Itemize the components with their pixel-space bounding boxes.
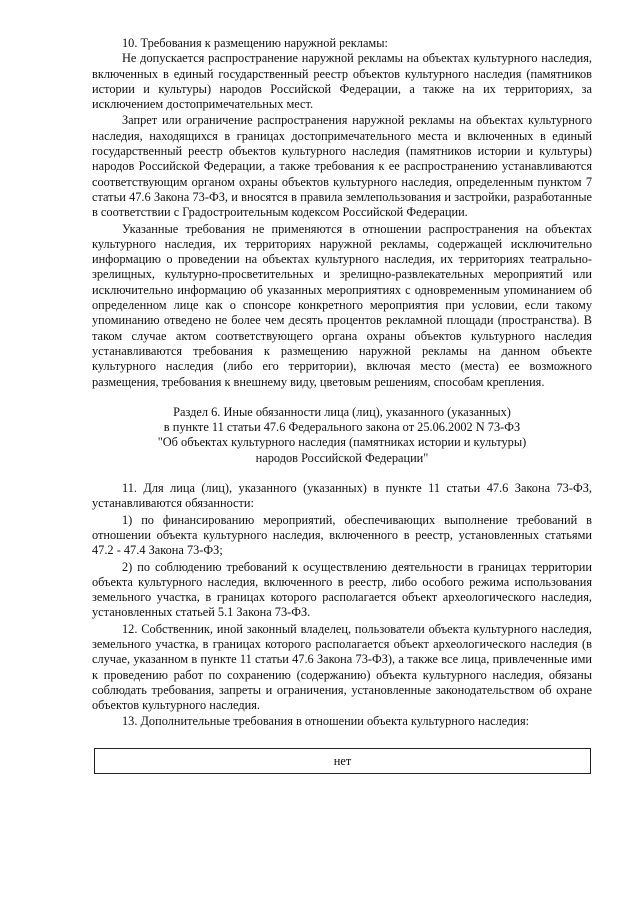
section-heading-line: Раздел 6. Иные обязанности лица (лиц), указанного (указанных)	[173, 404, 511, 419]
paragraph-10-title: 10. Требования к размещению наружной рекламы:	[122, 36, 388, 50]
paragraph-12: 12. Собственник, иной законный владелец, пользователи объекта культурного наследия, земельного участка, в границах которого располагается объект археологического наследия (в случае, указанном в пункте 11 статьи 47.6 Закона 73-ФЗ), а также все лица, привлеченные ими к проведению работ по сохранению (содержанию) объекта культурного наследия, обязаны соблюдать требования, запреты и ограничения, установленные законодательством об охране объектов культурного наследия.	[92, 621, 592, 713]
paragraph-11: 11. Для лица (лиц), указанного (указанных) в пункте 11 статьи 47.6 Закона 73-ФЗ, устанавливаются обязанности:	[92, 481, 592, 511]
section-heading-line: "Об объектах культурного наследия (памятниках истории и культуры)	[157, 435, 527, 450]
paragraph-10-a: Не допускается распространение наружной рекламы на объектах культурного наследия, включенных в единый государственный реестр объектов культурного наследия (памятников истории и культуры) народов Российской Федерации, а также на их территориях, за исключением достопримечательных мест.	[92, 51, 592, 112]
section-heading-line: в пункте 11 статьи 47.6 Федерального закона от 25.06.2002 N 73-ФЗ	[163, 420, 521, 435]
paragraph-13: 13. Дополнительные требования в отношении объекта культурного наследия:	[122, 714, 530, 729]
paragraph-10-b: Запрет или ограничение распространения наружной рекламы на объектах культурного наследия, находящихся в границах достопримечательного места и включенных в единый государственный реестр объектов культурного наследия (памятников истории и культуры) народов Российской Федерации, а также требования к ее распространению устанавливаются соответствующим органом охраны объектов культурного наследия, определенным пунктом 7 статьи 47.6 Закона 73-ФЗ, и вносятся в правила землепользования и застройки, разработанные в соответствии с Градостроительным кодексом Российской Федерации.	[92, 113, 592, 220]
paragraph-11-item-1: 1) по финансированию мероприятий, обеспечивающих выполнение требований в отношении объекта культурного наследия, включенного в реестр, установленных статьями 47.2 - 47.4 Закона 73-ФЗ;	[92, 512, 592, 558]
section-6-heading	[92, 405, 592, 466]
paragraph-11-item-2: 2) по соблюдению требований к осуществлению деятельности в границах территории объекта культурного наследия, включенного в реестр, либо особого режима использования земельного участка, в границах которого располагается объект археологического наследия, установленных статьей 5.1 Закона 73-ФЗ.	[92, 559, 592, 620]
document-page	[92, 36, 592, 730]
paragraph-10-c: Указанные требования не применяются в отношении распространения на объектах культурного наследия, их территориях наружной рекламы, содержащей исключительно информацию о проведении на объектах культурного наследия, их территориях театрально-зрелищных, культурно-просветительных и зрелищно-развлекательных мероприятий или исключительно информацию об указанных мероприятиях с одновременным упоминанием об определенном лице как о спонсоре конкретного мероприятия при условии, если такому упоминанию отведено не более чем десять процентов рекламной площади (пространства). В таком случае актом соответствующего органа охраны объектов культурного наследия устанавливаются требования к размещению наружной рекламы на данном объекте культурного наследия (либо его территории), включая место (места) ее возможного размещения, требования к внешнему виду, цветовым решениям, способам крепления.	[92, 221, 592, 389]
answer-text: нет	[333, 753, 352, 768]
section-heading-line: народов Российской Федерации"	[255, 450, 429, 465]
additional-requirements-answer-box	[94, 748, 591, 774]
